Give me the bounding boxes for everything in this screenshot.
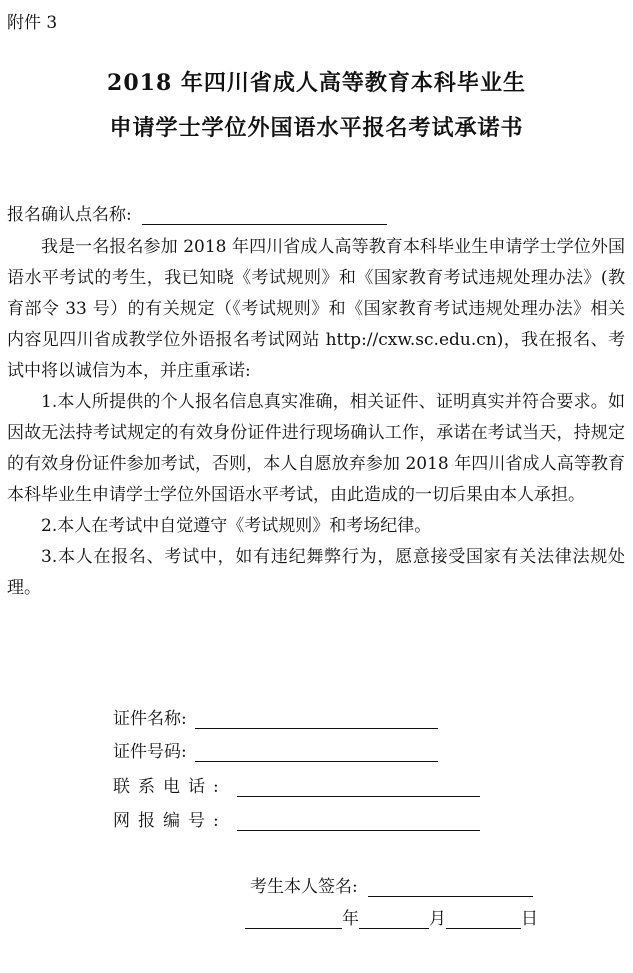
month-blank[interactable] [359,910,429,929]
registration-number-label: 网报编号: [113,811,227,831]
signature-label: 考生本人签名: [250,877,358,897]
title-line-2: 申请学士学位外国语水平报名考试承诺书 [109,115,524,141]
registration-number-blank[interactable] [237,812,480,831]
pledge-item-2: 2.本人在考试中自觉遵守《考试规则》和考场纪律。 [41,516,432,536]
month-label: 月 [429,909,446,929]
signature-blank[interactable] [368,878,533,897]
cert-name-blank[interactable] [195,710,438,729]
date-row [245,904,538,929]
cert-number-row [113,737,438,762]
pledge-body [7,232,625,604]
day-label: 日 [521,909,538,929]
phone-blank[interactable] [237,778,480,797]
confirm-site-row [7,200,387,225]
cert-number-blank[interactable] [195,743,438,762]
title-line-1: 2018 年四川省成人高等教育本科毕业生 [107,70,526,96]
pledge-intro-paragraph: 我是一名报名参加 2018 年四川省成人高等教育本科毕业生申请学士学位外国语水平考试的考生，我已知晓《考试规则》和《国家教育考试违规处理办法》(教育部令 33 号）的有关规定（《考试规则》和《国家教育考试违规处理办法》相关内容见四川省成教学位外语报名考试网站 http://cxw.sc.edu.cn)，我在报名、考试中将以诚信为本，并庄重承诺: [7,237,625,381]
phone-row [113,772,480,797]
pledge-item-1: 1.本人所提供的个人报名信息真实准确，相关证件、证明真实并符合要求。如因故无法持考试规定的有效身份证件进行现场确认工作，承诺在考试当天，持规定的有效身份证件参加考试，否则，本人自愿放弃参加 2018 年四川省成人高等教育本科毕业生申请学士学位外国语水平考试，由此造成的一切后果由本人承担。 [7,392,625,505]
day-blank[interactable] [446,910,521,929]
pledge-item-3: 3.本人在报名、考试中，如有违纪舞弊行为，愿意接受国家有关法律法规处理。 [7,547,625,598]
year-blank[interactable] [245,910,342,929]
phone-label: 联系电话: [113,777,227,797]
cert-number-label: 证件号码: [113,742,187,762]
cert-name-label: 证件名称: [113,709,187,729]
year-label: 年 [342,909,359,929]
cert-name-row [113,704,438,729]
registration-number-row [113,806,480,831]
confirm-site-label: 报名确认点名称: [7,205,132,225]
confirm-site-blank[interactable] [142,206,387,225]
signature-row [250,872,533,897]
attachment-label: 附件 3 [7,13,58,33]
